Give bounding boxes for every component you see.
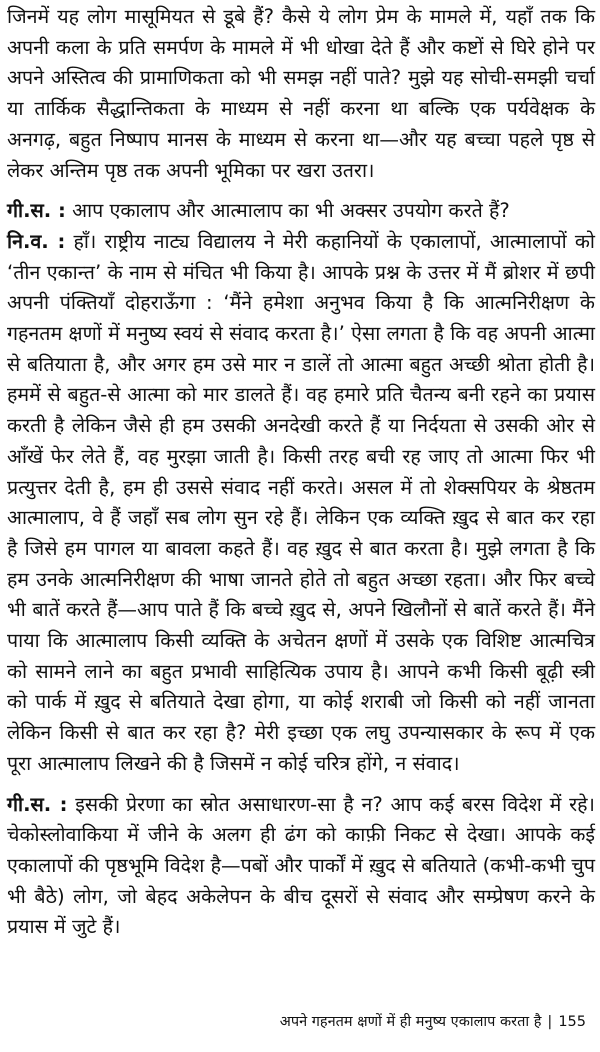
running-title: अपने गहनतम क्षणों में ही मनुष्य एकालाप करता है xyxy=(279,1014,542,1030)
paragraph-text: आप एकालाप और आत्मालाप का भी अक्सर उपयोग करते हैं? xyxy=(72,199,510,223)
speaker-label: गी.स. : xyxy=(7,792,68,816)
page-body xyxy=(7,2,595,943)
footer-separator: | xyxy=(547,1014,553,1030)
page-footer xyxy=(280,1012,586,1032)
speaker-label: गी.स. : xyxy=(7,199,66,223)
paragraph-question xyxy=(7,196,595,227)
paragraph-text: इसकी प्रेरणा का स्रोत असाधारण-सा है न? आप कई बरस विदेश में रहे। चेकोस्लोवाकिया में जीने के अलग ही ढंग को काफ़ी निकट से देखा। आपके कई एकालापों की पृष्ठभूमि विदेश है—पबों और पार्कों में ख़ुद से बतियाते (कभी-कभी चुप भी बैठे) लोग, जो बेहद अकेलेपन के बीच दूसरों से संवाद और सम्प्रेषण करने के प्रयास में जुटे हैं। xyxy=(7,792,595,939)
page-number: 155 xyxy=(558,1014,586,1030)
speaker-label: नि.व. : xyxy=(7,229,66,253)
paragraph-continuation xyxy=(7,2,595,186)
paragraph-text: हाँ। राष्ट्रीय नाट्य विद्यालय ने मेरी कहानियों के एकालापों, आत्मालापों को ‘तीन एकान्त’ के नाम से मंचित भी किया है। आपके प्रश्न के उत्तर में मैं ब्रोशर में छपी अपनी पंक्तियाँ दोहराऊँगा : ‘मैंने हमेशा अनुभव किया है कि आत्मनिरीक्षण के गहनतम क्षणों में मनुष्य स्वयं से संवाद करता है।’ ऐसा लगता है कि वह अपनी आत्मा से बतियाता है, और अगर हम उसे मार न डालें तो आत्मा बहुत अच्छी श्रोता होती है। हममें से बहुत-से आत्मा को मार डालते हैं। वह हमारे प्रति चैतन्य बनी रहने का प्रयास करती है लेकिन जैसे ही हम उसकी अनदेखी करते हैं या निर्दयता से उसकी ओर से आँखें फेर लेते हैं, वह मुरझा जाती है। किसी तरह बची रह जाए तो आत्मा फिर भी प्रत्युत्तर देती है, हम ही उससे संवाद नहीं करते। असल में तो शेक्सपियर के श्रेष्ठतम आत्मालाप, वे हैं जहाँ सब लोग सुन रहे हैं। लेकिन एक व्यक्ति ख़ुद से बात कर रहा है जिसे हम पागल या बावला कहते हैं। वह ख़ुद से बात करता है। मुझे लगता है कि हम उनके आत्मनिरीक्षण की भाषा जानते होते तो बहुत अच्छा रहता। और फिर बच्चे भी बातें करते हैं—आप पाते हैं कि बच्चे ख़ुद से, अपने खिलौनों से बातें करते हैं। मैंने पाया कि आत्मालाप किसी व्यक्ति के अचेतन क्षणों में उसके एक विशिष्ट आत्मचित्र को सामने लाने का बहुत प्रभावी साहित्यिक उपाय है। आपने कभी किसी बूढ़ी स्त्री को पार्क में ख़ुद से बतियाते देखा होगा, या कोई शराबी जो किसी को नहीं जानता लेकिन किसी से बात कर रहा है? मेरी इच्छा एक लघु उपन्यासकार के रूप में एक पूरा आत्मालाप लिखने की है जिसमें न कोई चरित्र होंगे, न संवाद। xyxy=(7,229,596,775)
paragraph-text: जिनमें यह लोग मासूमियत से डूबे हैं? कैसे ये लोग प्रेम के मामले में, यहाँ तक कि अपनी कला के प्रति समर्पण के मामले में भी धोखा देते हैं और कष्टों से घिरे होने पर अपने अस्तित्व की प्रामाणिकता को भी समझ नहीं पाते? मुझे यह सोची-समझी चर्चा या तार्किक सैद्धान्तिकता के माध्यम से नहीं करना था बल्कि एक पर्यवेक्षक के अनगढ़, बहुत निष्पाप मानस के माध्यम से करना था—और यह बच्चा पहले पृष्ठ से लेकर अन्तिम पृष्ठ तक अपनी भूमिका पर खरा उतरा। xyxy=(7,5,595,182)
paragraph-answer xyxy=(7,227,595,780)
paragraph-question xyxy=(7,790,595,944)
